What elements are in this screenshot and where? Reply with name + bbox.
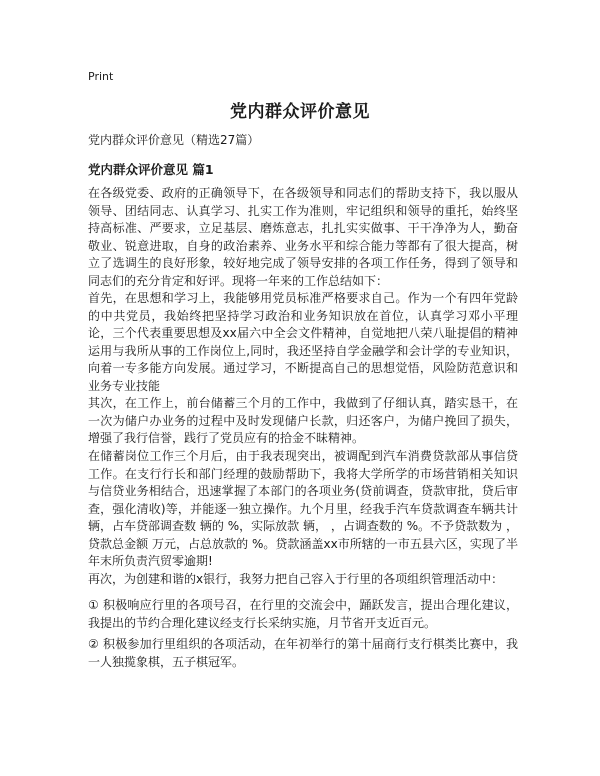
paragraph-credit: 在储蓄岗位工作三个月后，由于我表现突出，被调配到汽车消费贷款部从事信贷工作。在支行行长和部门经理的鼓励帮助下，我将大学所学的市场营销相关知识与信贷业务相结合，迅速掌握了本部门的各项业务(贷前调查，贷款审批，贷后审查，强化清收)等，并能逐一独立操作。九个月里，经我手汽车贷款调查车辆共计 辆，占车贷部调查数 辆的 %，实际放款 辆， ，占调查数的 %。不予贷款数为 ，贷款总金额 万元，占总放款的 %。贷款涵盖xx市所辖的一市五县六区，实现了半年末所负责汽贸零逾期! <box>88 449 518 568</box>
print-label: Print <box>88 70 114 83</box>
paragraph-harmony: 再次，为创建和谐的x银行，我努力把自己容入于行里的各项组织管理活动中： <box>88 572 504 586</box>
paragraph-work: 其次，在工作上，前台储蓄三个月的工作中，我做到了仔细认真，踏实恳干，在一次为储户办业务的过程中及时发现储户长款，归还客户，为储户挽回了损失，增强了我行信誉，践行了党员应有的拾金不昧精神。 <box>88 396 518 445</box>
paragraph-intro: 在各级党委、政府的正确领导下，在各级领导和同志们的帮助支持下，我以服从领导、团结同志、认真学习、扎实工作为准则，牢记组织和领导的重托，始终坚持高标准、严要求，立足基层、磨炼意志，扎扎实实做事、干干净净为人，勤奋敬业、锐意进取，自身的政治素养、业务水平和综合能力等都有了很大提高，树立了选调生的良好形象，较好地完成了领导安排的各项工作任务，得到了领导和同志们的充分肯定和好评。现将一年来的工作总结如下： <box>88 186 518 288</box>
document-title: 党内群众评价意见 <box>230 102 370 122</box>
paragraph-study: 首先，在思想和学习上，我能够用党员标准严格要求自己。作为一个有四年党龄的中共党员，我始终把坚持学习政治和业务知识放在首位，认真学习邓小平理论，三个代表重要思想及xx届六中全会文件精神，自觉地把八荣八耻提倡的精神运用与我所从事的工作岗位上,同时，我还坚持自学金融学和会计学的专业知识，向着一专多能方向发展。通过学习，不断提高自己的思想觉悟，风险防范意识和业务专业技能 <box>88 291 518 393</box>
list-item-suggestion: ① 积极响应行里的各项号召，在行里的交流会中，踊跃发言，提出合理化建议，我提出的节约合理化建议经支行长采纳实施，月节省开支近百元。 <box>88 598 518 630</box>
section-heading: 党内群众评价意见 篇1 <box>88 162 214 177</box>
document-subtitle: 党内群众评价意见（精选27篇） <box>88 133 260 147</box>
list-item-activities: ② 积极参加行里组织的各项活动，在年初举行的第十届商行支行棋类比赛中，我一人独揽象棋，五子棋冠军。 <box>88 637 518 669</box>
